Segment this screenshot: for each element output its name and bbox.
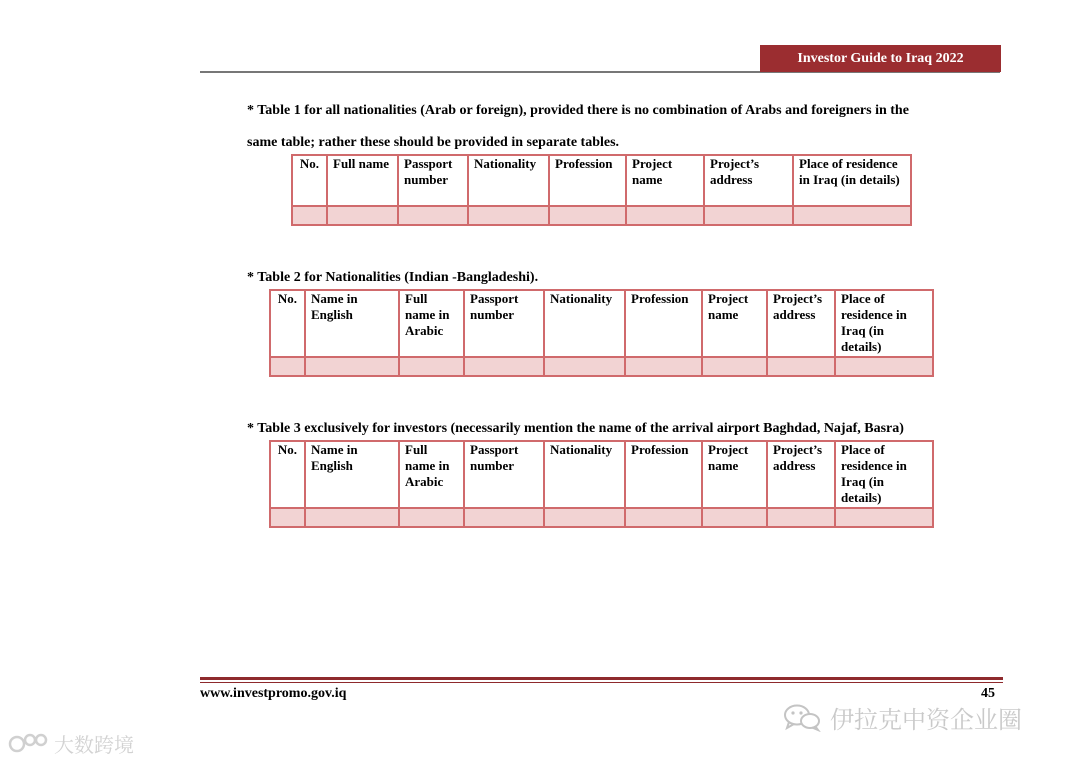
table-cell[interactable] (625, 357, 702, 376)
table-cell[interactable] (544, 357, 625, 376)
wechat-icon (782, 702, 822, 732)
table-cell[interactable] (399, 508, 464, 527)
table3-col-project-name: Project name (702, 441, 767, 508)
table2-col-name-english: Name in English (305, 290, 399, 357)
table3 (269, 440, 934, 528)
table1-col-project-address: Project’s address (704, 155, 793, 206)
table2-col-nationality: Nationality (544, 290, 625, 357)
bigdata-watermark-text: 大数跨境 (54, 732, 134, 757)
table-cell[interactable] (270, 508, 305, 527)
table3-col-profession: Profession (625, 441, 702, 508)
table3-col-project-address: Project’s address (767, 441, 835, 508)
table-cell[interactable] (626, 206, 704, 225)
table2-col-profession: Profession (625, 290, 702, 357)
bigdata-watermark (8, 728, 134, 758)
table2-blank-row[interactable] (270, 357, 933, 376)
table1-col-residence: Place of residence in Iraq (in details) (793, 155, 911, 206)
table-cell[interactable] (549, 206, 626, 225)
table2-col-project-address: Project’s address (767, 290, 835, 357)
page-number: 45 (981, 686, 995, 701)
table1-blank-row[interactable] (292, 206, 911, 225)
table-cell[interactable] (270, 357, 305, 376)
table-cell[interactable] (468, 206, 549, 225)
table1-col-no: No. (292, 155, 327, 206)
table-cell[interactable] (464, 508, 544, 527)
table1-col-full-name: Full name (327, 155, 398, 206)
table-cell[interactable] (704, 206, 793, 225)
table-cell[interactable] (327, 206, 398, 225)
table-cell[interactable] (399, 357, 464, 376)
table3-col-no: No. (270, 441, 305, 508)
table-cell[interactable] (835, 508, 933, 527)
table-cell[interactable] (292, 206, 327, 225)
table-cell[interactable] (544, 508, 625, 527)
table3-col-residence: Place of residence in Iraq (in details) (835, 441, 933, 508)
table-cell[interactable] (398, 206, 468, 225)
table3-col-name-arabic: Full name in Arabic (399, 441, 464, 508)
table2-col-passport: Passport number (464, 290, 544, 357)
table2-col-no: No. (270, 290, 305, 357)
table1-col-nationality: Nationality (468, 155, 549, 206)
table1-header-row (292, 155, 911, 206)
wechat-watermark (782, 700, 1022, 734)
table2-col-residence: Place of residence in Iraq (in details) (835, 290, 933, 357)
table-cell[interactable] (702, 357, 767, 376)
footer-rule-thin (200, 682, 1003, 683)
table-cell[interactable] (767, 357, 835, 376)
table1-caption-line2: same table; rather these should be provided in separate tables. (247, 135, 620, 150)
table-cell[interactable] (625, 508, 702, 527)
table3-col-name-english: Name in English (305, 441, 399, 508)
table2-col-name-arabic: Full name in Arabic (399, 290, 464, 357)
table1 (291, 154, 912, 226)
wechat-watermark-text: 伊拉克中资企业圈 (830, 705, 1022, 734)
logo-icon (8, 730, 50, 756)
table-cell[interactable] (835, 357, 933, 376)
table2-caption: * Table 2 for Nationalities (Indian -Bangladeshi). (247, 270, 539, 285)
table1-col-profession: Profession (549, 155, 626, 206)
footer-rule (200, 677, 1003, 680)
table3-caption: * Table 3 exclusively for investors (necessarily mention the name of the arrival airport Baghdad, Najaf, Basra) (247, 421, 904, 436)
table1-caption-line1: * Table 1 for all nationalities (Arab or foreign), provided there is no combination of Arabs and foreigners in the (247, 103, 909, 118)
table-cell[interactable] (767, 508, 835, 527)
table3-col-passport: Passport number (464, 441, 544, 508)
table-cell[interactable] (305, 357, 399, 376)
table2-col-project-name: Project name (702, 290, 767, 357)
header-banner: Investor Guide to Iraq 2022 (760, 45, 1001, 72)
table3-header-row (270, 441, 933, 508)
table-cell[interactable] (305, 508, 399, 527)
table1-col-project-name: Project name (626, 155, 704, 206)
table2-header-row (270, 290, 933, 357)
table3-col-nationality: Nationality (544, 441, 625, 508)
table3-blank-row[interactable] (270, 508, 933, 527)
table-cell[interactable] (702, 508, 767, 527)
table-cell[interactable] (464, 357, 544, 376)
footer-url: www.investpromo.gov.iq (200, 686, 347, 701)
table1-col-passport: Passport number (398, 155, 468, 206)
table-cell[interactable] (793, 206, 911, 225)
table2 (269, 289, 934, 377)
